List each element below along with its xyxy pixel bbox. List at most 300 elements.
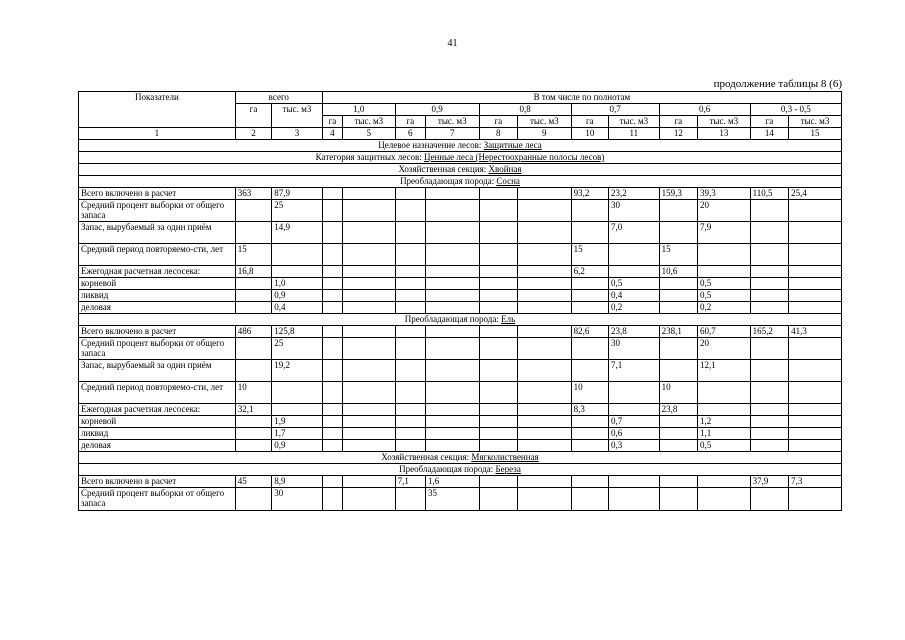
table-cell	[235, 290, 271, 302]
table-cell	[395, 290, 425, 302]
table-cell: 0,7	[609, 416, 660, 428]
table-cell: 6,2	[571, 266, 608, 278]
table-cell: 10	[659, 382, 697, 404]
table-row	[79, 360, 842, 382]
header-density-2: 0,9	[395, 104, 479, 116]
table-cell	[235, 222, 271, 244]
table-cell	[789, 428, 842, 440]
table-row	[79, 416, 842, 428]
forest-purpose-row	[79, 140, 842, 152]
table-cell	[395, 302, 425, 314]
col-number: 6	[395, 128, 425, 140]
table-cell: 7,1	[395, 476, 425, 488]
table-cell: 7,9	[698, 222, 751, 244]
table-cell: 37,9	[750, 476, 788, 488]
table-cell	[322, 476, 342, 488]
table-cell: 110,5	[750, 188, 788, 200]
table-cell: 7,1	[609, 360, 660, 382]
table-cell	[789, 200, 842, 222]
table-cell	[425, 222, 479, 244]
table-cell	[395, 326, 425, 338]
header-total-ha: га	[235, 104, 271, 128]
table-cell	[425, 278, 479, 290]
column-number-row	[79, 128, 842, 140]
table-cell	[425, 416, 479, 428]
table-cell	[322, 382, 342, 404]
table-cell: 25	[272, 200, 323, 222]
table-cell: 0,5	[609, 278, 660, 290]
economic-section-conifer	[79, 164, 842, 176]
table-cell	[789, 360, 842, 382]
table-cell	[750, 244, 788, 266]
table-cell: 30	[609, 338, 660, 360]
table-cell	[395, 278, 425, 290]
species-birch-row	[79, 464, 842, 476]
row-label: Всего включено в расчет	[79, 476, 236, 488]
table-cell	[322, 338, 342, 360]
table-cell: 30	[609, 200, 660, 222]
table-row	[79, 428, 842, 440]
table-cell	[322, 266, 342, 278]
table-cell	[571, 290, 608, 302]
row-label: Средний процент выборки от общего запаса	[79, 488, 236, 511]
table-cell	[343, 476, 396, 488]
table-cell	[659, 360, 697, 382]
species-spruce-row	[79, 314, 842, 326]
table-cell	[343, 200, 396, 222]
protective-category-label: Категория защитных лесов:	[315, 152, 424, 162]
table-cell: 0,5	[698, 290, 751, 302]
table-continuation-caption: продолжение таблицы 8 (6)	[713, 78, 842, 90]
table-cell	[750, 302, 788, 314]
table-cell: 0,2	[609, 302, 660, 314]
table-cell	[322, 290, 342, 302]
row-label: Средний период повторяемо-сти, лет	[79, 382, 236, 404]
table-cell	[479, 222, 517, 244]
table-cell	[479, 266, 517, 278]
table-cell	[425, 266, 479, 278]
table-cell	[272, 404, 323, 416]
table-cell	[571, 222, 608, 244]
col-number: 14	[750, 128, 788, 140]
table-cell	[479, 302, 517, 314]
table-cell	[698, 488, 751, 511]
table-cell	[698, 382, 751, 404]
table-cell	[425, 302, 479, 314]
table-cell	[395, 416, 425, 428]
table-cell	[609, 244, 660, 266]
table-cell	[425, 360, 479, 382]
table-cell	[395, 244, 425, 266]
table-cell: 125,8	[272, 326, 323, 338]
table-cell: 41,3	[789, 326, 842, 338]
table-cell: 0,5	[698, 278, 751, 290]
table-cell	[425, 382, 479, 404]
row-label: Всего включено в расчет	[79, 188, 236, 200]
table-cell	[343, 404, 396, 416]
table-cell	[750, 360, 788, 382]
table-cell	[343, 416, 396, 428]
table-row	[79, 488, 842, 511]
table-cell	[789, 278, 842, 290]
table-cell	[479, 404, 517, 416]
table-cell: 82,6	[571, 326, 608, 338]
table-cell: 23,2	[609, 188, 660, 200]
table-cell	[571, 476, 608, 488]
table-cell	[395, 222, 425, 244]
table-cell	[518, 428, 572, 440]
table-cell: 16,8	[235, 266, 271, 278]
table-cell: 0,9	[272, 290, 323, 302]
table-cell	[479, 382, 517, 404]
table-cell: 12,1	[698, 360, 751, 382]
table-cell	[750, 338, 788, 360]
row-label: Средний период повторяемо-сти, лет	[79, 244, 236, 266]
forest-purpose-label: Целевое назначение лесов:	[378, 140, 484, 150]
table-cell	[789, 416, 842, 428]
table-cell	[518, 382, 572, 404]
table-cell	[571, 440, 608, 452]
table-cell	[425, 440, 479, 452]
table-cell	[343, 440, 396, 452]
protective-category	[79, 152, 842, 164]
table-cell	[479, 476, 517, 488]
table-cell	[395, 404, 425, 416]
table-cell	[571, 428, 608, 440]
table-cell: 20	[698, 200, 751, 222]
table-cell	[479, 338, 517, 360]
table-cell	[789, 290, 842, 302]
economic-section-softwood-label: Хозяйственная секция:	[381, 452, 472, 462]
table-cell	[698, 404, 751, 416]
table-cell	[343, 244, 396, 266]
table-cell	[395, 338, 425, 360]
table-cell	[425, 244, 479, 266]
table-cell	[343, 360, 396, 382]
table-cell	[395, 382, 425, 404]
table-row	[79, 290, 842, 302]
row-label: Средний процент выборки от общего запаса	[79, 200, 236, 222]
col-number: 7	[425, 128, 479, 140]
table-cell: 1,0	[272, 278, 323, 290]
row-label: корневой	[79, 416, 236, 428]
table-cell	[272, 382, 323, 404]
species-spruce-value: Ель	[501, 314, 516, 324]
header-ha: га	[479, 116, 517, 128]
table-cell: 14,9	[272, 222, 323, 244]
table-cell: 35	[425, 488, 479, 511]
table-cell: 93,2	[571, 188, 608, 200]
header-total: всего	[235, 92, 322, 104]
table-cell	[571, 200, 608, 222]
table-cell	[322, 428, 342, 440]
protective-category-row	[79, 152, 842, 164]
table-cell	[518, 416, 572, 428]
table-cell: 1,2	[698, 416, 751, 428]
table-cell: 10,6	[659, 266, 697, 278]
table-cell	[750, 488, 788, 511]
col-number: 5	[343, 128, 396, 140]
table-cell	[479, 188, 517, 200]
table-cell: 363	[235, 188, 271, 200]
table-cell	[322, 440, 342, 452]
table-cell	[343, 488, 396, 511]
species-spruce-label: Преобладающая порода:	[404, 314, 502, 324]
species-pine-value: Сосна	[496, 176, 520, 186]
table-cell: 0,2	[698, 302, 751, 314]
col-number: 11	[609, 128, 660, 140]
table-cell	[343, 338, 396, 360]
table-cell	[789, 404, 842, 416]
row-label: Запас, вырубаемый за один приём	[79, 222, 236, 244]
table-cell	[479, 360, 517, 382]
economic-section-softwood-value: Мягколиственная	[471, 452, 539, 462]
table-cell: 25,4	[789, 188, 842, 200]
row-label: Ежегодная расчетная лесосека:	[79, 404, 236, 416]
table-cell	[518, 440, 572, 452]
table-row	[79, 222, 842, 244]
table-cell	[395, 188, 425, 200]
table-cell	[571, 488, 608, 511]
table-cell: 60,7	[698, 326, 751, 338]
col-number: 12	[659, 128, 697, 140]
header-ha: га	[659, 116, 697, 128]
table-cell	[272, 266, 323, 278]
table-cell	[322, 404, 342, 416]
economic-section-softwood-row	[79, 452, 842, 464]
table-cell: 1,1	[698, 428, 751, 440]
row-label: Ежегодная расчетная лесосека:	[79, 266, 236, 278]
header-row-1	[79, 92, 842, 104]
table-cell	[750, 266, 788, 278]
table-cell	[789, 488, 842, 511]
table-cell	[235, 416, 271, 428]
table-cell	[479, 290, 517, 302]
table-row	[79, 476, 842, 488]
table-cell	[425, 200, 479, 222]
table-cell: 0,5	[698, 440, 751, 452]
table-cell	[322, 360, 342, 382]
table-cell	[518, 266, 572, 278]
table-row	[79, 440, 842, 452]
table-row	[79, 200, 842, 222]
table-cell	[479, 278, 517, 290]
row-label: корневой	[79, 278, 236, 290]
table-cell	[750, 222, 788, 244]
table-cell: 0,4	[609, 290, 660, 302]
table-row	[79, 278, 842, 290]
forest-purpose-value: Защитные леса	[483, 140, 542, 150]
row-label: ликвид	[79, 428, 236, 440]
table-cell	[659, 302, 697, 314]
table-cell	[235, 488, 271, 511]
table-cell	[750, 382, 788, 404]
species-pine-row	[79, 176, 842, 188]
table-cell	[272, 244, 323, 266]
table-cell	[343, 266, 396, 278]
col-number: 15	[789, 128, 842, 140]
table-cell	[571, 416, 608, 428]
species-birch-label: Преобладающая порода:	[399, 464, 496, 474]
table-cell	[750, 200, 788, 222]
table-cell	[659, 476, 697, 488]
header-volume: тыс. м3	[518, 116, 572, 128]
table-cell	[609, 404, 660, 416]
table-cell	[609, 382, 660, 404]
header-volume: тыс. м3	[425, 116, 479, 128]
table-cell: 8,9	[272, 476, 323, 488]
header-ha: га	[322, 116, 342, 128]
table-cell	[479, 326, 517, 338]
table-cell	[479, 200, 517, 222]
table-cell	[343, 222, 396, 244]
table-cell: 238,1	[659, 326, 697, 338]
table-cell: 1,9	[272, 416, 323, 428]
table-cell	[343, 302, 396, 314]
table-cell	[571, 278, 608, 290]
header-ha: га	[395, 116, 425, 128]
header-by-density: В том числе по полнотам	[322, 92, 841, 104]
table-cell: 1,6	[425, 476, 479, 488]
table-cell	[789, 382, 842, 404]
table-cell	[479, 244, 517, 266]
table-cell	[698, 266, 751, 278]
table-cell	[518, 360, 572, 382]
table-cell	[659, 200, 697, 222]
header-volume: тыс. м3	[698, 116, 751, 128]
table-cell	[659, 440, 697, 452]
row-label: деловая	[79, 302, 236, 314]
table-cell	[395, 428, 425, 440]
col-number: 13	[698, 128, 751, 140]
table-cell	[518, 302, 572, 314]
table-cell: 87,9	[272, 188, 323, 200]
table-cell: 159,3	[659, 188, 697, 200]
table-cell	[322, 222, 342, 244]
col-number: 8	[479, 128, 517, 140]
table-cell	[235, 278, 271, 290]
table-cell: 15	[571, 244, 608, 266]
table-cell	[789, 244, 842, 266]
economic-section-softwood	[79, 452, 842, 464]
table-cell: 0,6	[609, 428, 660, 440]
table-cell	[789, 222, 842, 244]
header-density-3: 0,8	[479, 104, 571, 116]
table-cell	[789, 440, 842, 452]
table-cell	[343, 382, 396, 404]
table-cell: 25	[272, 338, 323, 360]
table-cell	[235, 440, 271, 452]
table-cell	[322, 188, 342, 200]
table-cell	[750, 404, 788, 416]
table-cell: 23,8	[659, 404, 697, 416]
table-cell: 23,8	[609, 326, 660, 338]
table-cell: 10	[235, 382, 271, 404]
header-total-volume: тыс. м3	[272, 104, 323, 128]
table-cell	[395, 440, 425, 452]
col-number: 4	[322, 128, 342, 140]
col-number: 1	[79, 128, 236, 140]
allowable-cut-table	[78, 91, 842, 511]
table-cell	[425, 326, 479, 338]
col-number: 9	[518, 128, 572, 140]
col-number: 2	[235, 128, 271, 140]
table-cell	[609, 266, 660, 278]
table-cell	[479, 428, 517, 440]
table-cell	[479, 488, 517, 511]
table-cell	[659, 338, 697, 360]
table-cell: 7,0	[609, 222, 660, 244]
table-cell	[659, 222, 697, 244]
forest-purpose	[79, 140, 842, 152]
table-cell	[395, 360, 425, 382]
table-cell	[518, 278, 572, 290]
economic-section-conifer-value: Хвойная	[488, 164, 522, 174]
table-cell	[395, 266, 425, 278]
table-cell: 10	[571, 382, 608, 404]
header-density-1: 1,0	[322, 104, 395, 116]
table-cell	[235, 428, 271, 440]
table-cell	[750, 440, 788, 452]
table-cell	[518, 404, 572, 416]
table-cell: 45	[235, 476, 271, 488]
table-cell	[395, 200, 425, 222]
header-volume: тыс. м3	[789, 116, 842, 128]
table-cell	[322, 416, 342, 428]
table-cell	[322, 244, 342, 266]
table-cell: 0,9	[272, 440, 323, 452]
table-cell: 0,4	[272, 302, 323, 314]
table-cell	[518, 244, 572, 266]
table-cell	[750, 290, 788, 302]
table-cell	[343, 278, 396, 290]
header-ha: га	[750, 116, 788, 128]
table-row	[79, 188, 842, 200]
table-cell	[571, 360, 608, 382]
header-density-4: 0,7	[571, 104, 659, 116]
table-cell	[518, 290, 572, 302]
table-cell	[789, 266, 842, 278]
table-cell	[322, 326, 342, 338]
table-cell	[698, 244, 751, 266]
table-cell	[479, 416, 517, 428]
table-cell	[479, 440, 517, 452]
species-pine	[79, 176, 842, 188]
table-cell	[425, 188, 479, 200]
table-cell	[609, 476, 660, 488]
table-row	[79, 404, 842, 416]
table-cell	[518, 326, 572, 338]
table-cell: 0,3	[609, 440, 660, 452]
economic-section-conifer-row	[79, 164, 842, 176]
table-cell	[425, 338, 479, 360]
table-cell	[235, 338, 271, 360]
table-cell: 7,3	[789, 476, 842, 488]
table-cell	[571, 302, 608, 314]
table-cell	[343, 428, 396, 440]
table-cell	[322, 488, 342, 511]
table-cell: 39,3	[698, 188, 751, 200]
table-cell	[518, 200, 572, 222]
table-cell	[659, 290, 697, 302]
row-label: Запас, вырубаемый за один приём	[79, 360, 236, 382]
table-cell	[322, 302, 342, 314]
table-cell: 15	[659, 244, 697, 266]
table-cell	[518, 488, 572, 511]
table-row	[79, 382, 842, 404]
table-cell	[789, 302, 842, 314]
species-birch-value: Береза	[495, 464, 521, 474]
